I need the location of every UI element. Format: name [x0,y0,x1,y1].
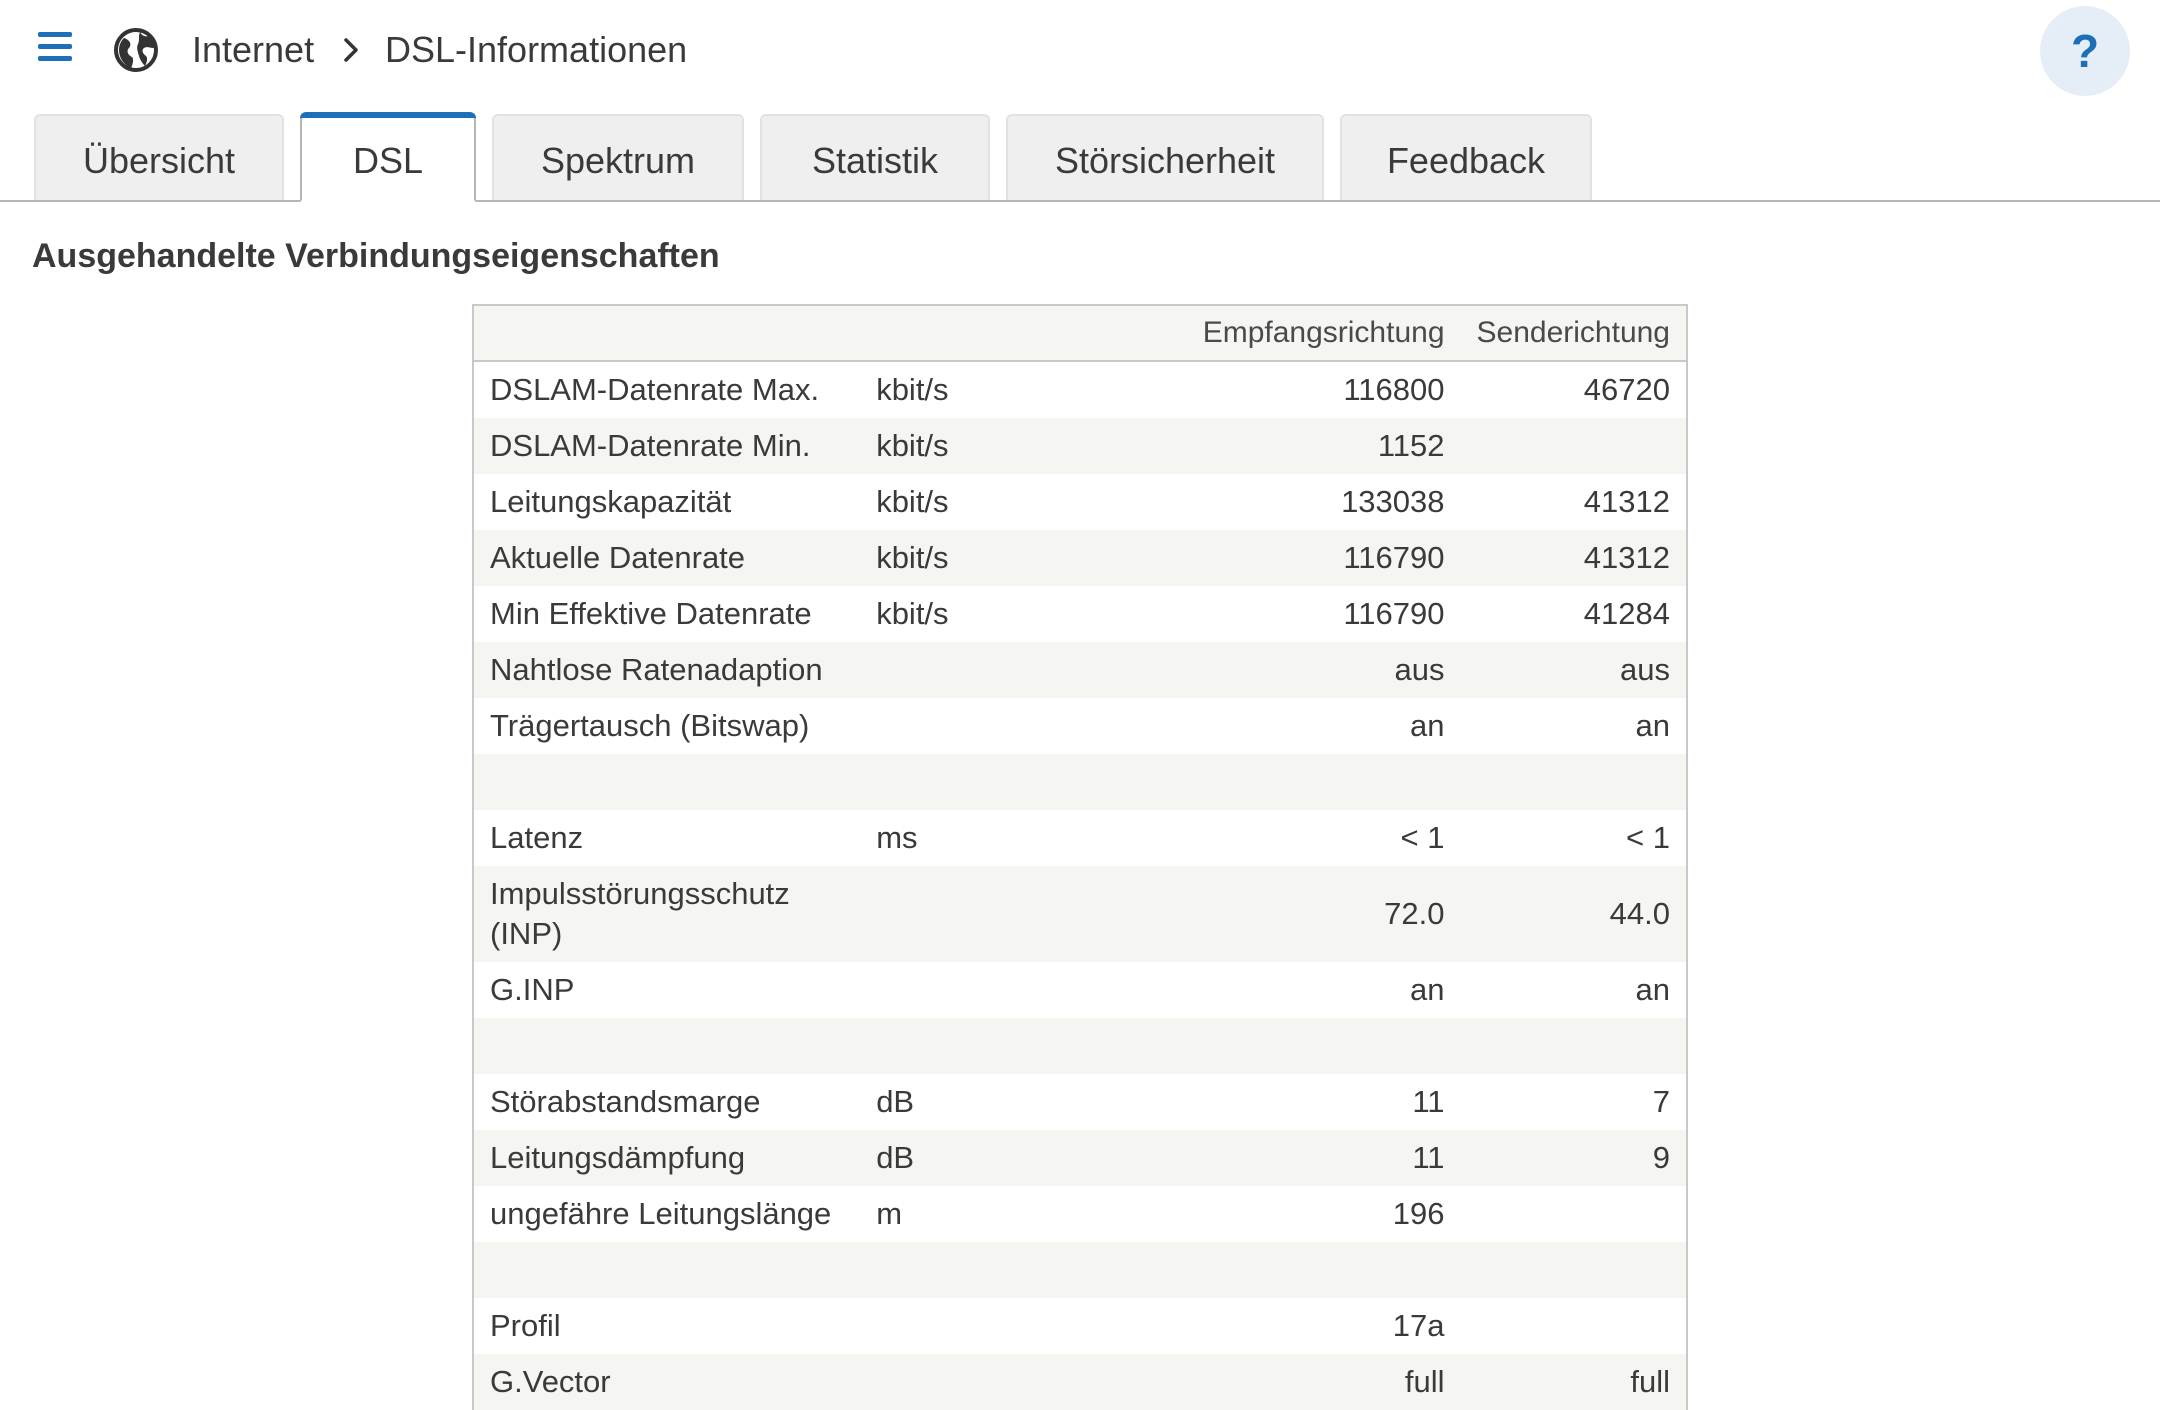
row-upstream-value [1461,1298,1687,1354]
row-label: G.INP [473,962,860,1018]
row-unit: dB [860,1130,1080,1186]
row-upstream-value: < 1 [1461,810,1687,866]
row-unit [860,1018,1080,1074]
row-unit: m [860,1186,1080,1242]
row-label: Profil [473,1298,860,1354]
row-unit: ms [860,810,1080,866]
breadcrumb-current-page: DSL-Informationen [385,29,688,70]
section-title: Ausgehandelte Verbindungseigenschaften [32,237,720,275]
row-unit [860,1242,1080,1298]
table-row [473,698,1687,754]
row-downstream-value [1080,754,1461,810]
row-downstream-value: 1152 [1080,418,1461,474]
row-unit [860,866,1080,962]
column-header-label [473,305,860,361]
row-unit: kbit/s [860,361,1080,418]
row-upstream-value [1461,1242,1687,1298]
row-label: Leitungskapazität [473,474,860,530]
row-downstream-value: 11 [1080,1074,1461,1130]
row-upstream-value: 41312 [1461,474,1687,530]
column-header-downstream: Empfangsrichtung [1080,305,1461,361]
row-downstream-value: aus [1080,642,1461,698]
help-button[interactable]: ? [2040,6,2130,96]
row-upstream-value: 41312 [1461,530,1687,586]
table-row [473,1074,1687,1130]
table-row [473,1130,1687,1186]
row-label [473,754,860,810]
row-upstream-value [1461,754,1687,810]
row-label: Leitungsdämpfung [473,1130,860,1186]
row-unit: kbit/s [860,586,1080,642]
table-header-row [473,305,1687,361]
row-downstream-value: 17a [1080,1298,1461,1354]
row-label: Min Effektive Datenrate [473,586,860,642]
row-downstream-value: 11 [1080,1130,1461,1186]
row-unit [860,962,1080,1018]
row-label: Latenz [473,810,860,866]
row-unit: dB [860,1074,1080,1130]
row-downstream-value: full [1080,1354,1461,1410]
row-upstream-value [1461,418,1687,474]
row-upstream-value: an [1461,698,1687,754]
row-upstream-value: 7 [1461,1074,1687,1130]
row-downstream-value [1080,1242,1461,1298]
row-downstream-value: 196 [1080,1186,1461,1242]
tab-feedback[interactable]: Feedback [1340,114,1592,200]
tab-stoersicherheit[interactable]: Störsicherheit [1006,114,1324,200]
table-row [473,962,1687,1018]
globe-icon [112,26,160,74]
row-unit [860,1298,1080,1354]
chevron-right-icon [338,32,366,68]
row-upstream-value: 41284 [1461,586,1687,642]
column-header-unit [860,305,1080,361]
table-row [473,586,1687,642]
row-upstream-value: 44.0 [1461,866,1687,962]
row-label: Aktuelle Datenrate [473,530,860,586]
row-label [473,1018,860,1074]
row-downstream-value: 133038 [1080,474,1461,530]
row-label: DSLAM-Datenrate Min. [473,418,860,474]
row-downstream-value: 116790 [1080,586,1461,642]
table-row [473,810,1687,866]
row-unit [860,754,1080,810]
table-spacer-row [473,754,1687,810]
table-spacer-row [473,1242,1687,1298]
row-unit: kbit/s [860,418,1080,474]
row-downstream-value: an [1080,698,1461,754]
table-row [473,474,1687,530]
table-row [473,1298,1687,1354]
row-upstream-value: 46720 [1461,361,1687,418]
row-upstream-value: an [1461,962,1687,1018]
row-label [473,1242,860,1298]
breadcrumb-internet[interactable]: Internet [192,29,315,70]
row-upstream-value: 9 [1461,1130,1687,1186]
table-row [473,866,1687,962]
row-unit [860,642,1080,698]
tab-spektrum[interactable]: Spektrum [492,114,744,200]
table-row [473,530,1687,586]
row-upstream-value: aus [1461,642,1687,698]
row-unit [860,1354,1080,1410]
top-bar [0,0,2160,100]
row-label: Störabstandsmarge [473,1074,860,1130]
row-label: Nahtlose Ratenadaption [473,642,860,698]
tab-bar [0,114,2160,202]
row-label: G.Vector [473,1354,860,1410]
menu-icon[interactable] [34,28,76,68]
row-downstream-value: 116800 [1080,361,1461,418]
table-row [473,1186,1687,1242]
row-unit: kbit/s [860,530,1080,586]
connection-properties-table [472,304,1688,1410]
column-header-upstream: Senderichtung [1461,305,1687,361]
row-downstream-value: an [1080,962,1461,1018]
table-row [473,418,1687,474]
row-label: DSLAM-Datenrate Max. [473,361,860,418]
row-downstream-value [1080,1018,1461,1074]
row-upstream-value [1461,1018,1687,1074]
row-downstream-value: < 1 [1080,810,1461,866]
row-label: Trägertausch (Bitswap) [473,698,860,754]
tab-statistik[interactable]: Statistik [760,114,990,200]
tab-uebersicht[interactable]: Übersicht [34,114,284,200]
row-downstream-value: 116790 [1080,530,1461,586]
table-spacer-row [473,1018,1687,1074]
tab-dsl[interactable]: DSL [300,114,476,202]
table-row [473,361,1687,418]
row-upstream-value: full [1461,1354,1687,1410]
row-downstream-value: 72.0 [1080,866,1461,962]
table-row [473,642,1687,698]
row-unit [860,698,1080,754]
row-label: ungefähre Leitungslänge [473,1186,860,1242]
row-unit: kbit/s [860,474,1080,530]
row-upstream-value [1461,1186,1687,1242]
row-label: Impulsstörungsschutz (INP) [473,866,860,962]
table-row [473,1354,1687,1410]
